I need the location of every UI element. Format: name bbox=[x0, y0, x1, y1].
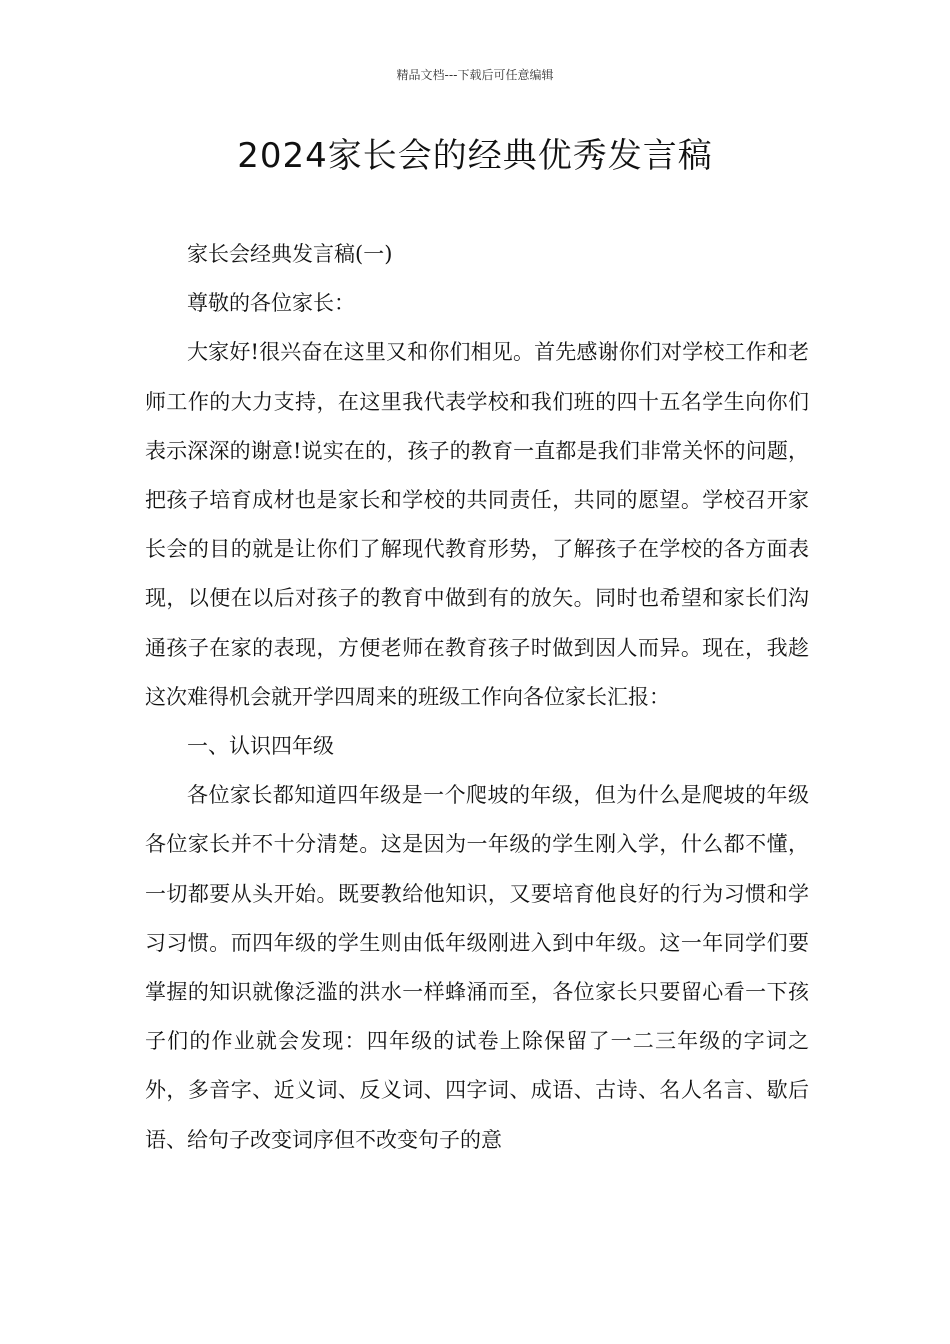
document-title: 2024家长会的经典优秀发言稿 bbox=[237, 136, 713, 176]
subsection-heading: 一、认识四年级 bbox=[187, 734, 334, 759]
header-note: 精品文档---下载后可任意编辑 bbox=[396, 68, 554, 82]
body-paragraph: 大家好!很兴奋在这里又和你们相见。首先感谢你们对学校工作和老师工作的大力支持，在这里我代表学校和我们班的四十五名学生向你们表示深深的谢意!说实在的，孩子的教育一直都是我们非常关怀的问题，把孩子培育成材也是家长和学校的共同责任，共同的愿望。学校召开家长会的目的就是让你们了解现代教育形势，了解孩子在学校的各方面表现，以便在以后对孩子的教育中做到有的放矢。同时也希望和家长们沟通孩子在家的表现，方便老师在教育孩子时做到因人而异。现在，我趁这次难得机会就开学四周来的班级工作向各位家长汇报： bbox=[145, 340, 809, 709]
section-heading: 家长会经典发言稿(一) bbox=[187, 242, 393, 266]
salutation: 尊敬的各位家长： bbox=[187, 291, 355, 316]
body-paragraph: 各位家长都知道四年级是一个爬坡的年级，但为什么是爬坡的年级各位家长并不十分清楚。这是因为一年级的学生刚入学，什么都不懂，一切都要从头开始。既要教给他知识，又要培育他良好的行为习惯和学习习惯。而四年级的学生则由低年级刚进入到中年级。这一年同学们要掌握的知识就像泛滥的洪水一样蜂涌而至，各位家长只要留心看一下孩子们的作业就会发现：四年级的试卷上除保留了一二三年级的字词之外，多音字、近义词、反义词、四字词、成语、古诗、名人名言、歇后语、给句子改变词序但不改变句子的意 bbox=[145, 783, 809, 1152]
document-body bbox=[145, 230, 809, 1165]
